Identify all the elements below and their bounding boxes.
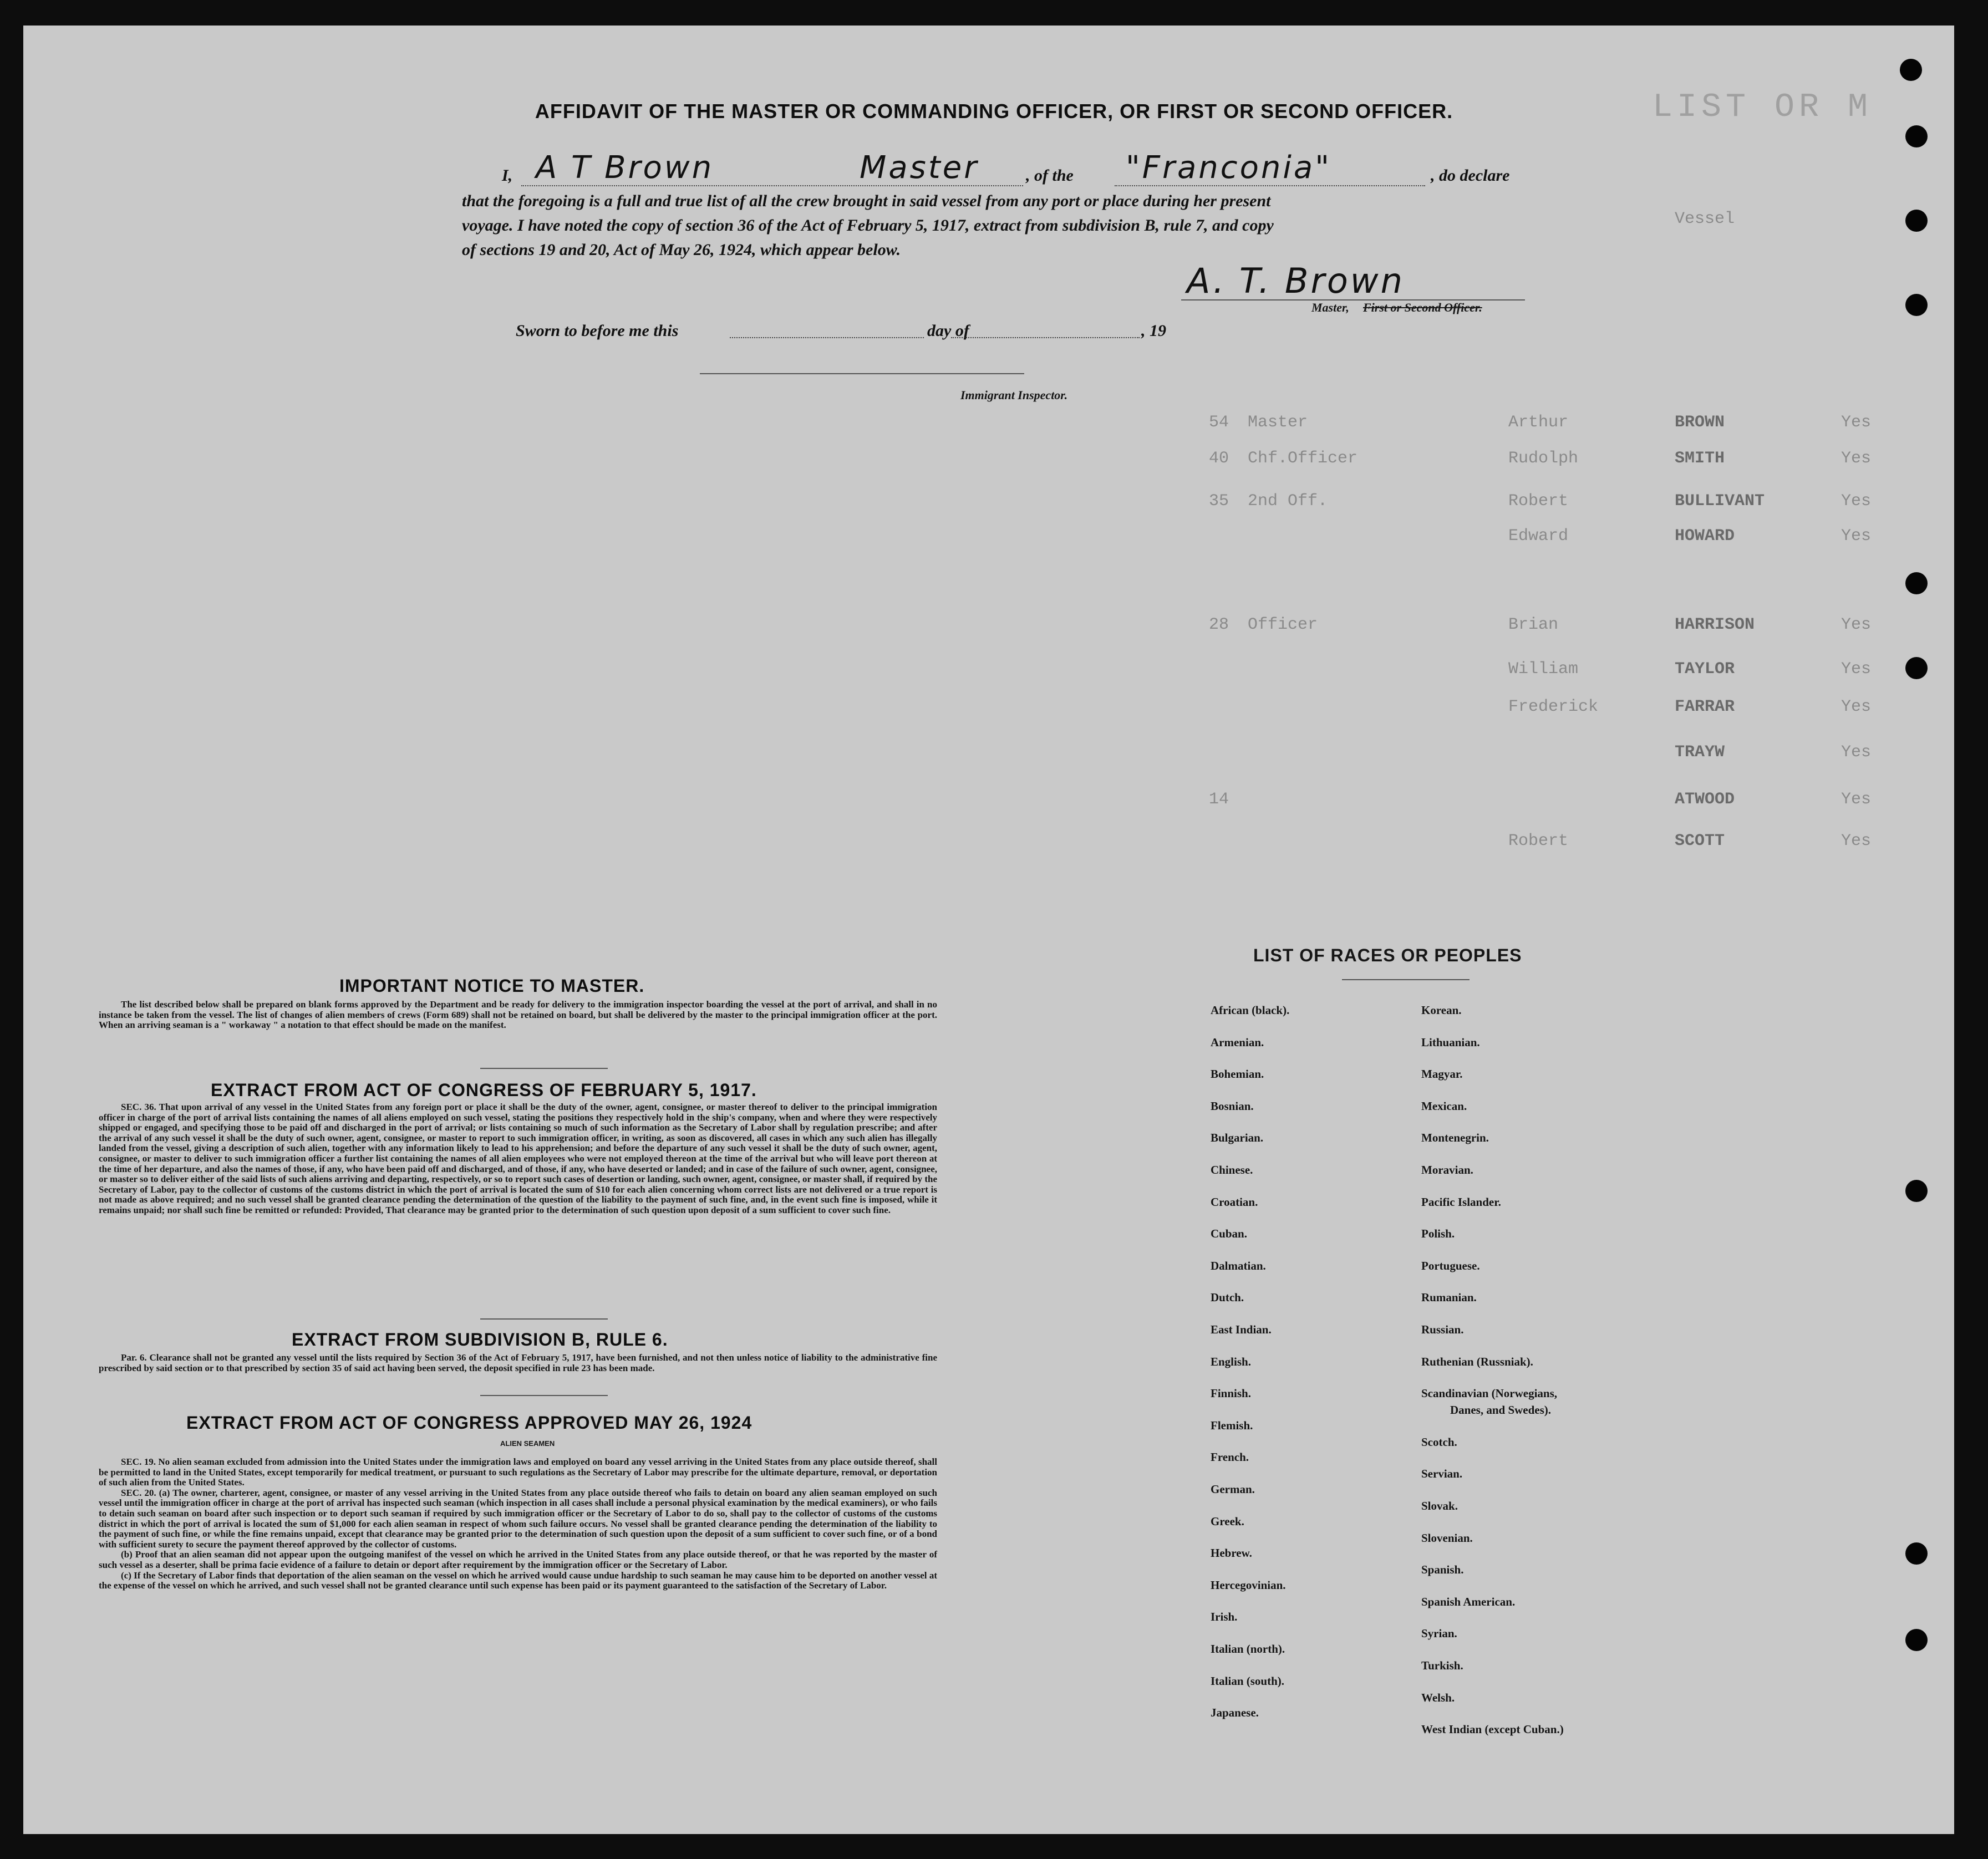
ghost-header: LIST OR M bbox=[1653, 89, 1873, 126]
extract-rule6-text bbox=[99, 1353, 937, 1373]
ghost-row-given: Brian bbox=[1508, 615, 1559, 634]
vessel-fill-line bbox=[1115, 185, 1425, 186]
race-item: African (black). bbox=[1211, 1004, 1290, 1017]
race-item: Danes, and Swedes). bbox=[1450, 1403, 1552, 1417]
ghost-row-rank: Officer bbox=[1248, 615, 1318, 634]
ghost-row-surname: TRAYW bbox=[1675, 743, 1725, 762]
name-fill-line bbox=[521, 185, 1023, 186]
ghost-row-given: Rudolph bbox=[1508, 449, 1579, 468]
ghost-row-surname: FARRAR bbox=[1675, 697, 1735, 716]
ghost-row-given: William bbox=[1508, 660, 1579, 679]
vessel-name-handwritten: "Franconia" bbox=[1126, 150, 1331, 186]
ghost-row-rank: Chf.Officer bbox=[1248, 449, 1358, 468]
race-item: German. bbox=[1211, 1483, 1255, 1496]
extract-1924-sec20b: (b) Proof that an alien seaman did not appear upon the outgoing manifest of the vessel on which he arrived in the United States from any place outside thereof, or that he was reported by the master of such vessel as a deserter, shall be prima facie evidence of a failure to detain or deport after requirement by the immigration officer or the Secretary of Labor. bbox=[99, 1549, 937, 1570]
ghost-row-age: 54 bbox=[1209, 413, 1229, 432]
binder-hole bbox=[1905, 1180, 1928, 1202]
race-item: Rumanian. bbox=[1421, 1291, 1477, 1305]
divider bbox=[480, 1068, 608, 1069]
race-item: Japanese. bbox=[1211, 1706, 1259, 1720]
race-item: Chinese. bbox=[1211, 1163, 1253, 1176]
ghost-row-yes: Yes bbox=[1841, 449, 1872, 468]
extract-1924-subtitle: ALIEN SEAMEN bbox=[500, 1439, 555, 1448]
inspector-signature-line bbox=[700, 373, 1024, 374]
ghost-row-yes: Yes bbox=[1841, 492, 1872, 511]
declaration-line-4: of sections 19 and 20, Act of May 26, 1924, which appear below. bbox=[462, 241, 901, 259]
ghost-row-yes: Yes bbox=[1841, 790, 1872, 809]
race-item: Scotch. bbox=[1421, 1435, 1457, 1449]
year-label: , 19 bbox=[1141, 322, 1166, 340]
ghost-row-given: Robert bbox=[1508, 492, 1569, 511]
race-item: Irish. bbox=[1211, 1610, 1238, 1624]
notice-paragraph: The list described below shall be prepared on blank forms approved by the Department and be ready for delivery to the immigration inspector boarding the vessel at the port of arrival, and shall in no instance be taken from the vessel. The list of changes of alien members of crews (Form 689) shall not be retained on board, but shall be delivered by the master to the principal immigration officer at the port. When an arriving seaman is a " workaway " a notation to that effect should be made on the manifest. bbox=[99, 999, 937, 1031]
race-item: Slovak. bbox=[1421, 1499, 1458, 1512]
divider bbox=[480, 1395, 608, 1396]
race-item: Dalmatian. bbox=[1211, 1259, 1266, 1272]
ghost-row-rank: 2nd Off. bbox=[1248, 492, 1328, 511]
ghost-row-surname: TAYLOR bbox=[1675, 660, 1735, 679]
race-item: Lithuanian. bbox=[1421, 1035, 1480, 1049]
master-signature: A. T. Brown bbox=[1187, 261, 1405, 301]
race-item: Finnish. bbox=[1211, 1387, 1251, 1400]
ghost-row-given: Arthur bbox=[1508, 413, 1569, 432]
binder-hole bbox=[1905, 1542, 1928, 1565]
ghost-row-surname: HOWARD bbox=[1675, 527, 1735, 546]
ghost-row-yes: Yes bbox=[1841, 832, 1872, 850]
ghost-row-yes: Yes bbox=[1841, 413, 1872, 432]
ghost-row-surname: SMITH bbox=[1675, 449, 1725, 468]
binder-hole bbox=[1905, 125, 1928, 147]
extract-1917-title: EXTRACT FROM ACT OF CONGRESS OF FEBRUARY 5, 1917. bbox=[211, 1080, 757, 1100]
race-item: Flemish. bbox=[1211, 1418, 1253, 1432]
ghost-row-age: 40 bbox=[1209, 449, 1229, 468]
race-item: French. bbox=[1211, 1450, 1249, 1464]
notice-title: IMPORTANT NOTICE TO MASTER. bbox=[339, 976, 645, 996]
extract-1917-paragraph: SEC. 36. That upon arrival of any vessel in the United States from any foreign port or place it shall be the duty of the owner, agent, consignee, or master thereof to deliver to the principal immigration officer in charge of the port of arrival lists containing the names of all aliens employed on such vessel, stating the positions they respectively hold in the ship's company, when and where they were respectively shipped or engaged, and specifying those to be paid off and discharged in the port of arrival; or lists containing so much of such information as the Secretary of Labor shall by regulation prescribe; and after the arrival of any such vessel it shall be the duty of such owner, agent, consignee, or master to report to such immigration officer, in writing, as soon as discovered, all cases in which any such alien has illegally landed from the vessel, giving a description of such alien, together with any information likely to lead to his apprehension; and before the departure of any such vessel it shall be the duty of such owner, agent, consignee, or master to deliver to such immigration officer a further list containing the names of all alien employees who were not employed thereon at the time of the arrival but who will leave port thereon at the time of her departure, and also the names of those, if any, who have been paid off and discharged, and of those, if any, who have deserted or landed; and in case of the failure of such owner, agent, consignee, or master so to deliver either of the said lists of such aliens arriving and departing, respectively, or so to report such cases of desertion or landing, such owner, agent, consignee, or master shall, if required by the Secretary of Labor, pay to the collector of customs of the customs district in which the port of arrival is located the sum of $10 for each alien concerning whom correct lists are not delivered or a true report is not made as above required; and no such vessel shall be granted clearance pending the determination of the question of the liability to the payment of such fine, and, in the event such fine is imposed, while it remains unpaid; nor shall such fine be remitted or refunded: Provided, That clearance may be granted prior to the determination of such question upon deposit of a sum sufficient to cover such fine. bbox=[99, 1102, 937, 1215]
signature-caption-master: Master, bbox=[1311, 301, 1349, 314]
extract-1917-text bbox=[99, 1102, 937, 1216]
race-item: Pacific Islander. bbox=[1421, 1195, 1501, 1209]
sworn-label: Sworn to before me this bbox=[516, 322, 679, 340]
extract-1924-sec20c: (c) If the Secretary of Labor finds that deportation of the alien seaman on the vessel on which he arrived would cause undue hardship to such seaman he may cause him to be deported on another vessel at the expense of the vessel on which he arrived, and such vessel shall not be granted clearance until such expense has been paid or its payment guaranteed to the satisfaction of the Secretary of Labor. bbox=[99, 1570, 937, 1591]
extract-1924-sec20a: SEC. 20. (a) The owner, charterer, agent, consignee, or master of any vessel arriving in the United States from any place outside thereof who fails to detain on board any alien seaman employed on such vessel until the immigration officer in charge at the port of arrival has inspected such seaman (which inspection in all cases shall include a personal physical examination by the medical examiners), or who fails to detain such seaman on board after such inspection or to deport such seaman if required by such immigration officer or the Secretary of Labor to do so, shall pay to the collector of customs of the customs district in which the port of arrival is located the sum of $1,000 for each alien seaman in respect of whom such failure occurs. No vessel shall be granted clearance pending the determination of the liability to the payment of such fine, or while the fine remains unpaid, except that clearance may be granted prior to the determination of such question upon the deposit of a sum sufficient to cover such fine, or of a bond with sufficient surety to secure the payment thereof approved by the collector of customs. bbox=[99, 1487, 937, 1550]
binder-hole bbox=[1905, 294, 1928, 316]
race-item: Hercegovinian. bbox=[1211, 1578, 1286, 1592]
race-item: Moravian. bbox=[1421, 1163, 1473, 1176]
race-item: Scandinavian (Norwegians, bbox=[1421, 1387, 1558, 1400]
ghost-row-surname: HARRISON bbox=[1675, 615, 1755, 634]
ghost-row-given: Robert bbox=[1508, 832, 1569, 850]
sworn-month-line bbox=[951, 337, 1140, 338]
race-item: Bosnian. bbox=[1211, 1099, 1254, 1113]
race-item: East Indian. bbox=[1211, 1323, 1272, 1336]
ghost-vessel-label: Vessel bbox=[1675, 210, 1735, 228]
ghost-row-surname: BULLIVANT bbox=[1675, 492, 1765, 511]
sworn-day-line bbox=[730, 337, 924, 338]
ghost-row-given: Edward bbox=[1508, 527, 1569, 546]
race-item: Magyar. bbox=[1421, 1067, 1463, 1081]
race-item: Spanish. bbox=[1421, 1563, 1464, 1577]
signature-caption-struck: First or Second Officer. bbox=[1363, 301, 1482, 314]
race-item: English. bbox=[1211, 1354, 1251, 1368]
ghost-row-yes: Yes bbox=[1841, 615, 1872, 634]
declaration-line-3: voyage. I have noted the copy of section 36 of the Act of February 5, 1917, extract from subdivision B, rule 7, and copy bbox=[462, 216, 1274, 235]
of-the-label: , of the bbox=[1026, 166, 1074, 185]
race-item: Mexican. bbox=[1421, 1099, 1467, 1113]
race-item: Dutch. bbox=[1211, 1291, 1244, 1305]
ghost-row-surname: BROWN bbox=[1675, 413, 1725, 432]
race-item: Korean. bbox=[1421, 1004, 1462, 1017]
ghost-row-age: 28 bbox=[1209, 615, 1229, 634]
race-item: Croatian. bbox=[1211, 1195, 1258, 1209]
race-item: Ruthenian (Russniak). bbox=[1421, 1354, 1533, 1368]
do-declare-label: , do declare bbox=[1431, 166, 1510, 185]
day-of-label: day of bbox=[927, 322, 969, 340]
extract-1924-sec19: SEC. 19. No alien seaman excluded from admission into the United States under the immigration laws and employed on board any vessel arriving in the United States from any place outside thereof, shall be permitted to land in the United States, except temporarily for medical treatment, or pursuant to such regulations as the Secretary of Labor may prescribe for the ultimate departure, removal, or deportation of such alien from the United States. bbox=[99, 1456, 937, 1488]
affidavit-prefix: I, bbox=[502, 166, 513, 185]
ghost-row-given: Frederick bbox=[1508, 697, 1599, 716]
race-item: Hebrew. bbox=[1211, 1546, 1252, 1560]
race-item: Turkish. bbox=[1421, 1659, 1463, 1672]
race-item: Greek. bbox=[1211, 1514, 1244, 1528]
race-item: Bulgarian. bbox=[1211, 1131, 1264, 1145]
race-item: Servian. bbox=[1421, 1467, 1463, 1481]
race-item: Polish. bbox=[1421, 1227, 1455, 1241]
race-item: Syrian. bbox=[1421, 1627, 1457, 1641]
race-item: Portuguese. bbox=[1421, 1259, 1480, 1272]
master-rank-handwritten: Master bbox=[860, 150, 979, 186]
race-item: Russian. bbox=[1421, 1323, 1464, 1336]
extract-1924-title: EXTRACT FROM ACT OF CONGRESS APPROVED MAY 26, 1924 bbox=[186, 1413, 753, 1433]
race-item: Welsh. bbox=[1421, 1690, 1455, 1704]
ghost-row-surname: ATWOOD bbox=[1675, 790, 1735, 809]
race-item: Slovenian. bbox=[1421, 1531, 1473, 1545]
binder-hole bbox=[1905, 657, 1928, 679]
race-item: West Indian (except Cuban.) bbox=[1421, 1723, 1564, 1736]
declaration-line-2: that the foregoing is a full and true list of all the crew brought in said vessel from any port or place during her present bbox=[462, 192, 1271, 210]
race-item: Spanish American. bbox=[1421, 1595, 1516, 1608]
binder-hole bbox=[1905, 572, 1928, 594]
race-item: Italian (north). bbox=[1211, 1642, 1285, 1656]
ghost-row-age: 35 bbox=[1209, 492, 1229, 511]
ghost-row-yes: Yes bbox=[1841, 527, 1872, 546]
divider bbox=[1342, 979, 1470, 980]
race-item: Italian (south). bbox=[1211, 1674, 1285, 1688]
extract-1924-text bbox=[99, 1457, 937, 1591]
extract-rule6-title: EXTRACT FROM SUBDIVISION B, RULE 6. bbox=[292, 1330, 668, 1349]
ghost-row-surname: SCOTT bbox=[1675, 832, 1725, 850]
race-item: Armenian. bbox=[1211, 1035, 1264, 1049]
binder-hole bbox=[1905, 1629, 1928, 1651]
races-title: LIST OF RACES OR PEOPLES bbox=[1253, 945, 1522, 965]
race-item: Bohemian. bbox=[1211, 1067, 1264, 1081]
affidavit-title: AFFIDAVIT OF THE MASTER OR COMMANDING OFFICER, OR FIRST OR SECOND OFFICER. bbox=[535, 100, 1453, 123]
ghost-row-rank: Master bbox=[1248, 413, 1308, 432]
extract-rule6-paragraph: Par. 6. Clearance shall not be granted any vessel until the lists required by Section 36 of the Act of February 5, 1917, have been furnished, and not then unless notice of liability to the administrative fine prescribed by said section or to that prescribed by section 35 of said act having been served, the deposit specified in rule 23 has been made. bbox=[99, 1352, 937, 1373]
ghost-row-age: 14 bbox=[1209, 790, 1229, 809]
inspector-caption: Immigrant Inspector. bbox=[960, 388, 1068, 402]
race-item: Cuban. bbox=[1211, 1227, 1247, 1241]
ghost-row-yes: Yes bbox=[1841, 697, 1872, 716]
ghost-row-yes: Yes bbox=[1841, 660, 1872, 679]
binder-hole bbox=[1900, 59, 1922, 81]
divider bbox=[480, 1318, 608, 1320]
ghost-row-yes: Yes bbox=[1841, 743, 1872, 762]
binder-hole bbox=[1905, 210, 1928, 232]
notice-text bbox=[99, 1000, 937, 1031]
master-name-handwritten: A T Brown bbox=[536, 150, 714, 186]
race-item: Montenegrin. bbox=[1421, 1131, 1489, 1145]
